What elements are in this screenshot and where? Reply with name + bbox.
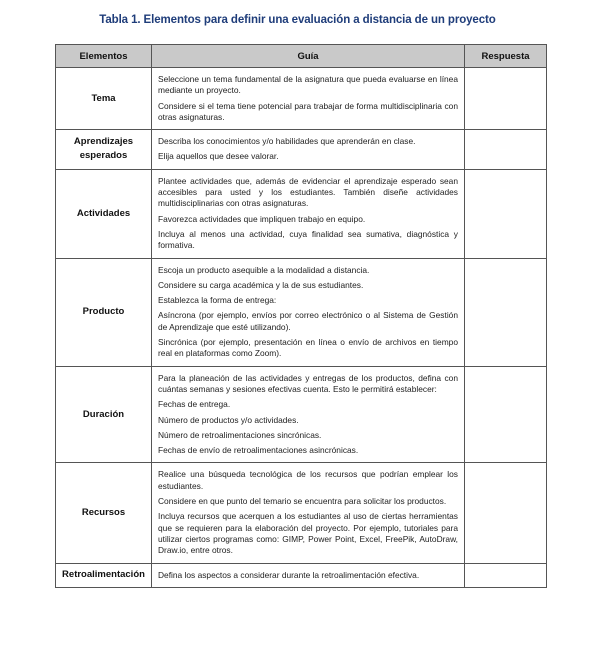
guide-cell (152, 258, 465, 366)
guide-text: Defina los aspectos a considerar durante la retroalimentación efectiva. (158, 569, 420, 580)
response-cell[interactable] (465, 130, 547, 170)
element-cell: Tema (56, 68, 152, 130)
response-cell[interactable] (465, 169, 547, 258)
response-cell[interactable] (465, 68, 547, 130)
guide-text: Asíncrona (por ejemplo, envíos por correo electrónico o al Sistema de Gestión de Aprendizaje que esté utilizando). (158, 310, 458, 332)
table-row (56, 169, 547, 258)
guide-text: Favorezca actividades que impliquen trabajo en equipo. (158, 213, 366, 224)
table-row (56, 563, 547, 587)
table-header-row (56, 45, 547, 68)
guide-text: Realice una búsqueda tecnológica de los recursos que podrían emplear los estudiantes. (158, 469, 458, 491)
header-elementos: Elementos (56, 45, 152, 68)
guide-text: Elija aquellos que desee valorar. (158, 151, 279, 162)
guide-text: Para la planeación de las actividades y entregas de los productos, defina con cuántas semanas y sesiones efectivas cuenta. Esto le permitirá establecer: (158, 372, 458, 394)
guide-text: Fechas de entrega. (158, 399, 231, 410)
response-cell[interactable] (465, 366, 547, 463)
guide-text: Considere en que punto del temario se encuentra para solicitar los productos. (158, 496, 447, 507)
evaluation-table (55, 44, 547, 588)
element-cell: Producto (56, 258, 152, 366)
header-respuesta: Respuesta (465, 45, 547, 68)
element-cell: Duración (56, 366, 152, 463)
guide-text: Considere su carga académica y la de sus estudiantes. (158, 279, 364, 290)
table-title: Tabla 1. Elementos para definir una evaluación a distancia de un proyecto (99, 14, 496, 26)
element-cell: Retroalimentación (56, 563, 152, 587)
header-guia: Guía (152, 45, 465, 68)
guide-text: Considere si el tema tiene potencial para trabajar de forma multidisciplinaria con otras asignaturas. (158, 100, 458, 122)
response-cell[interactable] (465, 463, 547, 563)
guide-cell (152, 68, 465, 130)
guide-text: Describa los conocimientos y/o habilidades que aprenderán en clase. (158, 136, 416, 147)
guide-text: Seleccione un tema fundamental de la asignatura que pueda evaluarse en línea mediante un proyecto. (158, 74, 458, 96)
guide-text: Número de retroalimentaciones sincrónicas. (158, 429, 322, 440)
guide-cell (152, 463, 465, 563)
response-cell[interactable] (465, 563, 547, 587)
response-cell[interactable] (465, 258, 547, 366)
table-row (56, 366, 547, 463)
guide-text: Sincrónica (por ejemplo, presentación en línea o envío de archivos en tiempo real en plataformas como Zoom). (158, 337, 458, 359)
guide-text: Incluya al menos una actividad, cuya finalidad sea sumativa, diagnóstica y formativa. (158, 228, 458, 251)
element-cell: Aprendizajes esperados (56, 130, 152, 170)
table-row (56, 463, 547, 563)
guide-text: Escoja un producto asequible a la modalidad a distancia. (158, 264, 370, 275)
table-row (56, 68, 547, 130)
guide-text: Número de productos y/o actividades. (158, 414, 299, 425)
guide-cell (152, 563, 465, 587)
element-cell: Recursos (56, 463, 152, 563)
table-row (56, 258, 547, 366)
guide-text: Plantee actividades que, además de evidenciar el aprendizaje esperado sean accesibles para usted y los estudiantes. También diseñe actividades multidisciplinarias con otras asignaturas. (158, 175, 458, 209)
guide-text: Establezca la forma de entrega: (158, 295, 277, 306)
guide-cell (152, 130, 465, 170)
guide-text: Incluya recursos que acerquen a los estudiantes al uso de ciertas herramientas que se requieren para la elaboración del proyecto. Por ejemplo, tutoriales para utilizar ciertos programas como: GIMP, Power Point, Excel, FreePik, AutoDraw, Draw.io, entre otros. (158, 511, 458, 556)
table-row (56, 130, 547, 170)
guide-text: Fechas de envío de retroalimentaciones asincrónicas. (158, 445, 359, 456)
guide-cell (152, 169, 465, 258)
guide-cell (152, 366, 465, 463)
element-cell: Actividades (56, 169, 152, 258)
